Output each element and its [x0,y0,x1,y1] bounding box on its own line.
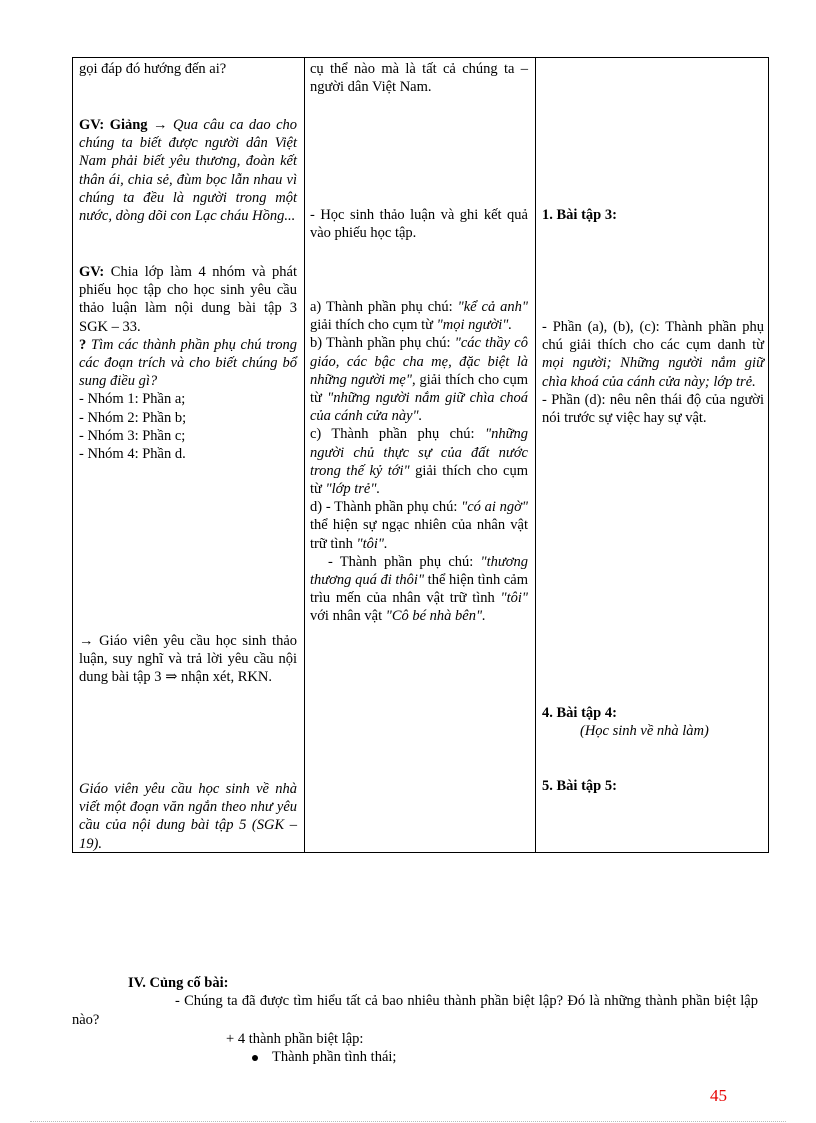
answer-c: c) Thành phần phụ chú: "những người chủ thực sự của đất nước trong thế kỷ tới" giải thích cho cụm từ "lớp trẻ". [310,426,528,498]
section-heading: IV. Củng cố bài: [128,975,229,991]
student-answers [310,298,528,626]
exercise-5-heading: 5. Bài tập 5: [542,778,617,794]
answer-b: b) Thành phần phụ chú: "các thầy cô giáo, các bậc cha mẹ, đặc biệt là những người mẹ", giải thích cho cụm từ "những người nắm giữ chìa choá của cánh cửa này". [310,335,529,425]
exercise-4-heading: 4. Bài tập 4: [542,705,617,721]
exercise-4 [542,704,764,740]
arrow-icon: → [153,117,168,133]
column-divider [535,58,536,852]
bullet-icon [252,1055,258,1061]
group-item: - Nhóm 4: Phần d. [79,446,186,463]
answer-a: a) Thành phần phụ chú: "kể cả anh" giải thích cho cụm từ "mọi người". [310,299,528,334]
student-answer-tail: cụ thể nào mà là tất cả chúng ta – người dân Việt Nam. [310,61,528,96]
group-item: - Nhóm 2: Phần b; [79,409,187,426]
review-bullet-item: Thành phần tình thái; [252,1048,396,1067]
page-number: 45 [710,1086,727,1105]
arrow-icon: → [79,633,94,649]
question [79,336,297,391]
group-task-text: Chia lớp làm 4 nhóm và phát phiếu học tập cho học sinh yêu cầu thảo luận làm nội dung bài tập 3 SGK – 33. [79,264,298,335]
review-question: - Chúng ta đã được tìm hiểu tất cả bao nhiêu thành phần biệt lập? Đó là những thành phần biệt lập nào? [72,993,758,1028]
gv-label: GV: [79,264,105,280]
exercise-3-part-abc: - Phần (a), (b), (c): Thành phần phụ chú giải thích cho các cụm danh từ mọi người; Những người nắm giữ chìa khoá của cánh cửa này; lớp trẻ. [542,319,764,390]
teacher-homework [79,780,297,853]
exercise-3-content [542,318,764,427]
answer-d2: - Thành phần phụ chú: "thương thương quá đi thôi" thể hiện tình cảm trìu mến của nhân vật trữ tình "tôi" với nhân vật "Cô bé nhà bên". [310,553,528,625]
page-bottom-border [30,1121,786,1122]
teacher-question-tail: gọi đáp đó hướng đến ai? [79,61,227,77]
plus-icon: + [226,1031,235,1047]
lesson-table [72,57,769,853]
exercise-3-part-d: - Phần (d): nêu nên thái độ của người nói trước sự việc hay sự vật. [542,391,764,427]
exercise-3-heading: 1. Bài tập 3: [542,207,617,223]
question-text: Tìm các thành phần phụ chú trong các đoạn trích và cho biết chúng bổ sung điều gì? [79,336,297,390]
column-divider [304,58,305,852]
group-item: - Nhóm 1: Phần a; [79,391,186,408]
lecture-text: Qua câu ca dao cho chúng ta biết được người dân Việt Nam phải biết yêu thương, đoàn kết thân ái, chia sẻ, đùm bọc lẫn nhau vì chúng ta đều là người trong một nước, dòng dõi con Lạc cháu Hồng... [79,117,298,225]
teacher-lecture [79,116,297,225]
implies-icon: ⇒ [165,669,178,686]
homework-text: Giáo viên yêu cầu học sinh về nhà viết một đoạn văn ngắn theo như yêu cầu của nội dung bài tập 5 (SGK – 19). [79,781,297,852]
discussion-text: Giáo viên yêu cầu học sinh thảo luận, suy nghĩ và trả lời yêu cầu nội dung bài tập 3 [79,633,298,686]
teacher-discussion-request [79,632,297,687]
gv-label: GV: Giảng [79,117,148,133]
group-item: - Nhóm 3: Phần c; [79,427,186,444]
review-answer: + 4 thành phần biệt lập: [226,1031,364,1047]
exercise-4-note: (Học sinh về nhà làm) [580,723,709,740]
discussion-tail: nhận xét, RKN. [180,669,272,686]
question-mark-icon: ? [79,336,87,353]
teacher-group-task [79,263,297,463]
student-discussion: - Học sinh thảo luận và ghi kết quả vào phiếu học tập. [310,207,528,242]
answer-d: d) - Thành phần phụ chú: "có ai ngờ" thể hiện sự ngạc nhiên của nhân vật trữ tình "tôi". [310,499,528,552]
